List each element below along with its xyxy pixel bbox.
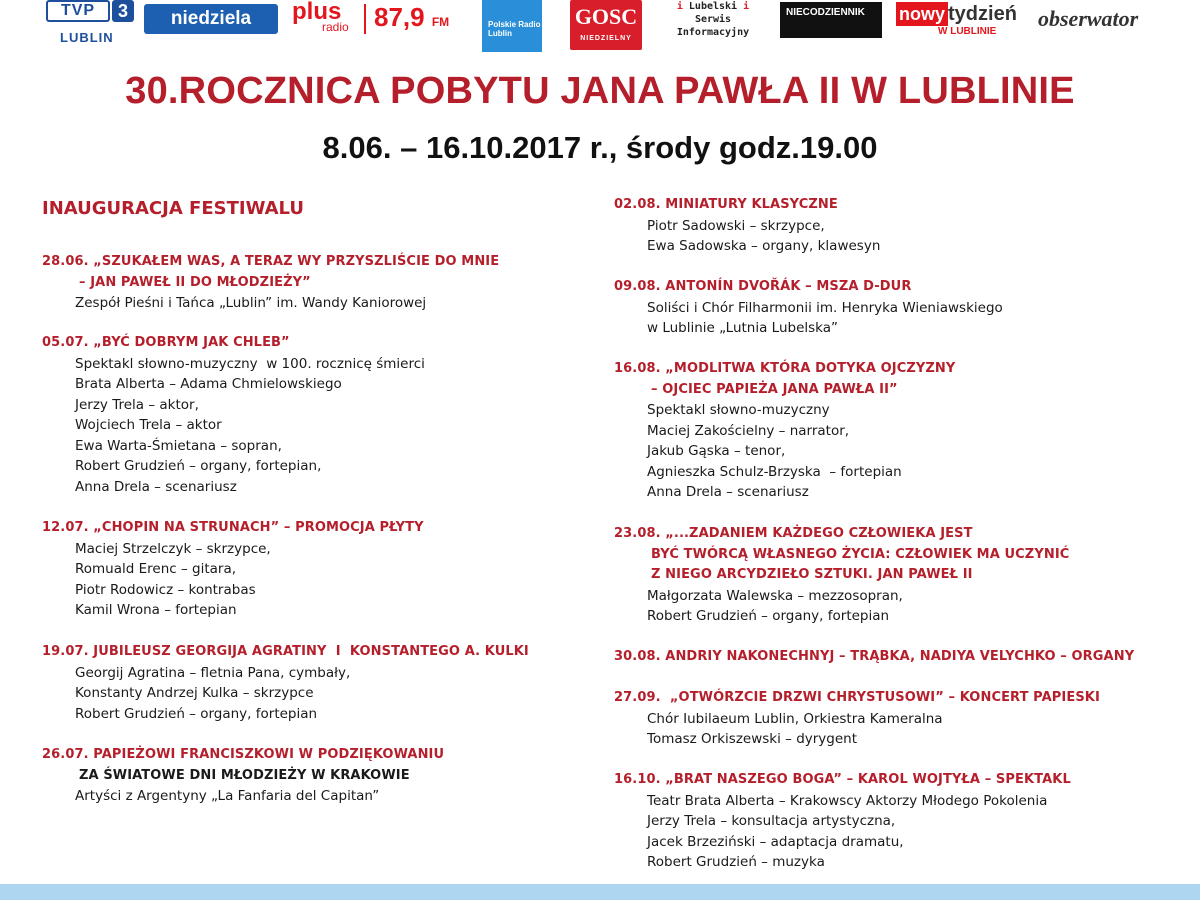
program-event [42,252,582,314]
program-event [614,277,1194,339]
event-title: 09.08. ANTONÍN DVOŘÁK – MSZA D-DUR [614,279,912,294]
event-performer: Soliści i Chór Filharmonii im. Henryka Wieniawskiego [647,299,1003,316]
plus-logo-word: plus [292,0,342,25]
event-performer: Anna Drela – scenariusz [75,478,237,495]
exclamation-icon: i [676,1,683,12]
lsi-line-1 [660,0,766,13]
lsi-line-1-text: Lubelski [688,1,738,12]
tvp-logo-text: TVP [46,0,110,22]
footer-bar [0,884,1200,900]
niedziela-logo: niedziela [144,4,278,34]
event-performer: Jerzy Trela – konsultacja artystyczna, [647,813,896,829]
event-performer: Maciej Strzelczyk – skrzypce, [75,540,271,557]
page-subtitle: 8.06. – 16.10.2017 r., środy godz.19.00 [322,130,878,165]
section-heading: INAUGURACJA FESTIWALU [42,198,304,219]
plus-logo-separator [364,4,366,34]
event-title: 28.06. „SZUKAŁEM WAS, A TERAZ WY PRZYSZLIŚCIE DO MNIE [42,254,500,269]
program-event [614,524,1194,627]
event-title: 12.07. „CHOPIN NA STRUNACH” – PROMOCJA PŁYTY [42,520,424,535]
event-performer: Piotr Rodowicz – kontrabas [75,581,256,598]
event-title: BYĆ TWÓRCĄ WŁASNEGO ŻYCIA: CZŁOWIEK MA UCZYNIĆ [614,546,1070,562]
event-title: Z NIEGO ARCYDZIEŁO SZTUKI. JAN PAWEŁ II [614,567,973,582]
event-title: 05.07. „BYĆ DOBRYM JAK CHLEB” [42,335,290,350]
nowy-logo-sub: W LUBLINIE [938,26,997,37]
event-performer: Robert Grudzień – organy, fortepian [75,705,318,722]
event-performer: Robert Grudzień – organy, fortepian, [75,458,322,474]
event-performer: Georgij Agratina – fletnia Pana, cymbały, [75,664,351,681]
lsi-line-2: Serwis [694,14,732,25]
plus-logo-frequency [374,2,449,33]
program-event [614,770,1194,873]
event-title: 16.08. „MODLITWA KTÓRA DOTYKA OJCZYZNY [614,361,956,376]
lsi-line-3: Informacyjny [676,27,750,38]
event-performer: Spektakl słowno-muzyczny [647,402,830,418]
plus-frequency-unit: FM [431,15,450,29]
nowy-tydzien-logo [896,2,1024,38]
event-performer: Konstanty Andrzej Kulka – skrzypce [75,685,314,701]
tydzien-logo-word: tydzień [948,3,1017,25]
plus-radio-logo [292,0,462,40]
program-event [614,195,1194,257]
program-event [614,359,1194,503]
event-performer: Jakub Gąska – tenor, [647,443,786,459]
event-performer: Robert Grudzień – organy, fortepian [647,608,890,624]
gosc-logo-sub: NIEDZIELNY [580,35,632,42]
obserwator-logo: obserwator [1038,6,1139,31]
event-title: 02.08. MINIATURY KLASYCZNE [614,197,838,212]
event-performer: Jerzy Trela – aktor, [75,396,199,413]
event-performer: Zespół Pieśni i Tańca „Lublin” im. Wandy Kaniorowej [75,295,427,311]
event-title: ZA ŚWIATOWE DNI MŁODZIEŻY W KRAKOWIE [42,767,410,783]
gosc-niedzielny-logo [570,0,642,50]
event-performer: Brata Alberta – Adama Chmielowskiego [75,376,342,392]
program-event [614,647,1194,668]
plus-logo-radio: radio [322,20,349,34]
event-performer: Maciej Zakościelny – narrator, [647,422,850,439]
event-performer: Spektakl słowno-muzyczny w 100. rocznicę śmierci [75,355,425,372]
program-event [42,333,582,497]
event-performer: Chór Iubilaeum Lublin, Orkiestra Kameralna [647,710,943,727]
event-performer: Romuald Erenc – gitara, [75,561,237,577]
exclamation-icon: i [743,1,750,12]
event-performer: Anna Drela – scenariusz [647,484,809,500]
gosc-logo-word: GOSC [574,4,638,29]
event-title: 23.08. „...ZADANIEM KAŻDEGO CZŁOWIEKA JEST [614,526,973,541]
plus-frequency-value: 87,9 [374,2,425,32]
event-performer: Ewa Sadowska – organy, klawesyn [647,238,881,254]
event-performer: w Lublinie „Lutnia Lubelska” [647,320,839,336]
event-title: 26.07. PAPIEŻOWI FRANCISZKOWI W PODZIĘKOWANIU [42,747,445,762]
event-performer: Piotr Sadowski – skrzypce, [647,217,825,234]
program-event [614,688,1194,750]
sponsor-logo-strip [0,0,1200,58]
event-performer: Artyści z Argentyny „La Fanfaria del Capitan” [75,788,380,804]
page-title: 30.ROCZNICA POBYTU JANA PAWŁA II W LUBLINIE [125,70,1075,112]
event-performer: Agnieszka Schulz-Brzyska – fortepian [647,463,902,480]
event-title: – OJCIEC PAPIEŻA JANA PAWŁA II” [614,381,898,397]
event-performer: Kamil Wrona – fortepian [75,602,237,618]
event-title: 19.07. JUBILEUSZ GEORGIJA AGRATINY I KONSTANTEGO A. KULKI [42,644,529,659]
event-performer: Robert Grudzień – muzyka [647,854,825,870]
event-title: 27.09. „OTWÓRZCIE DRZWI CHRYSTUSOWI” – KONCERT PAPIESKI [614,690,1100,705]
polskie-radio-lublin-logo: Polskie Radio Lublin [482,0,542,52]
tvp-logo-sub: LUBLIN [60,30,114,45]
nowy-logo-word: nowy [896,2,948,26]
event-performer: Tomasz Orkiszewski – dyrygent [647,731,858,747]
tvp3-lublin-logo [46,0,134,52]
lubelski-serwis-logo [660,0,766,44]
program-event [42,745,582,807]
niecodziennik-logo: NIECODZIENNIK [780,2,882,38]
program-event [42,642,582,724]
event-performer: Małgorzata Walewska – mezzosopran, [647,587,903,604]
event-title: 16.10. „BRAT NASZEGO BOGA” – KAROL WOJTYŁA – SPEKTAKL [614,772,1071,787]
event-performer: Jacek Brzeziński – adaptacja dramatu, [647,833,904,850]
program-event [42,518,582,621]
event-performer: Ewa Warta-Śmietana – sopran, [75,437,282,454]
event-performer: Teatr Brata Alberta – Krakowscy Aktorzy Młodego Pokolenia [647,792,1048,809]
tvp-logo-number: 3 [112,0,134,22]
event-title: – JAN PAWEŁ II DO MŁODZIEŻY” [42,274,311,290]
event-title: 30.08. ANDRIY NAKONECHNYJ – TRĄBKA, NADIYA VELYCHKO – ORGANY [614,649,1135,664]
event-performer: Wojciech Trela – aktor [75,417,222,433]
